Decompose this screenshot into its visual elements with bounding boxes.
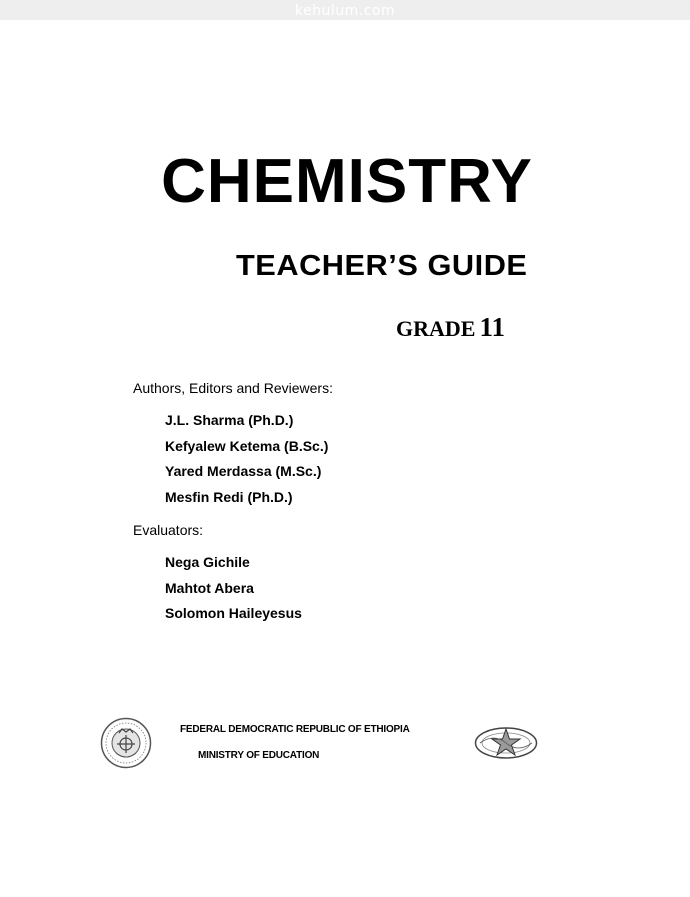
evaluator-name: Nega Gichile bbox=[165, 554, 250, 570]
ministry-emblem-icon bbox=[474, 725, 538, 766]
footer-country: FEDERAL DEMOCRATIC REPUBLIC OF ETHIOPIA bbox=[180, 724, 410, 735]
evaluators-heading: Evaluators: bbox=[133, 522, 204, 538]
authors-heading: Authors, Editors and Reviewers: bbox=[133, 380, 333, 396]
grade-heading bbox=[396, 312, 505, 343]
author-name: Mesfin Redi (Ph.D.) bbox=[165, 489, 293, 505]
evaluator-name: Solomon Haileyesus bbox=[165, 605, 302, 621]
top-banner bbox=[0, 0, 690, 20]
book-subtitle: TEACHER’S GUIDE bbox=[236, 250, 528, 282]
grade-label: GRADE bbox=[396, 316, 476, 341]
author-name: J.L. Sharma (Ph.D.) bbox=[165, 412, 294, 428]
author-name: Yared Merdassa (M.Sc.) bbox=[165, 463, 322, 479]
grade-number: 11 bbox=[479, 312, 505, 342]
government-seal-icon bbox=[100, 717, 152, 774]
book-title: CHEMISTRY bbox=[161, 147, 533, 216]
watermark-text: kehulum.com bbox=[294, 3, 396, 19]
evaluator-name: Mahtot Abera bbox=[165, 580, 254, 596]
author-name: Kefyalew Ketema (B.Sc.) bbox=[165, 438, 329, 454]
footer-ministry: MINISTRY OF EDUCATION bbox=[198, 750, 320, 761]
